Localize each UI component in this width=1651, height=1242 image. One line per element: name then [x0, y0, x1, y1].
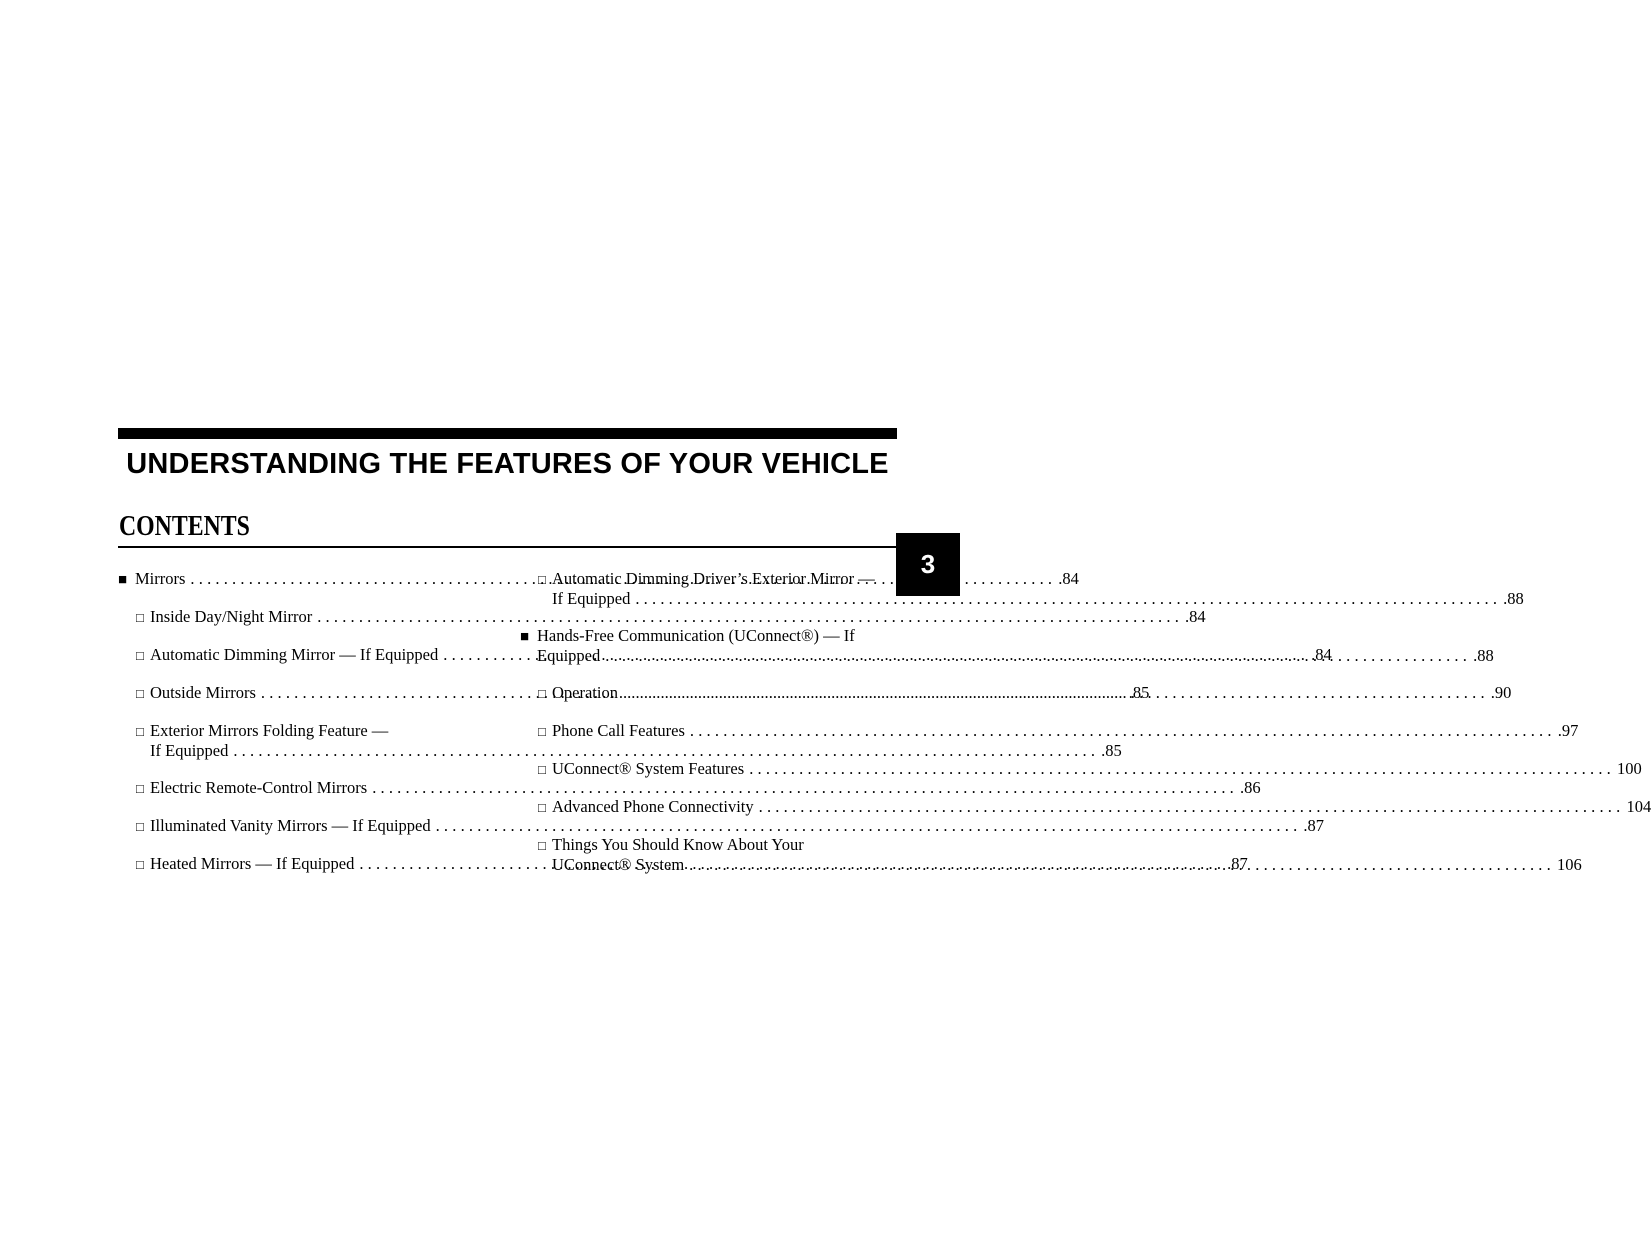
toc-entry-title: Automatic Dimming Driver’s Exterior Mirror —	[552, 569, 875, 588]
hollow-square-bullet-icon: □	[136, 819, 144, 834]
toc-entry-title: Outside Mirrors	[150, 683, 256, 702]
hollow-square-bullet-icon: □	[538, 686, 546, 701]
toc-page-number: 104	[1626, 797, 1651, 816]
dot-leader	[685, 721, 1556, 741]
toc-entry[interactable]	[118, 645, 1332, 666]
toc-entry-title: UConnect® System Features	[552, 759, 745, 778]
hollow-square-bullet-icon: □	[136, 857, 144, 872]
toc-entry-title: Phone Call Features	[552, 721, 685, 740]
toc-entry-title: Equipped	[537, 646, 601, 665]
toc-entry-title: Inside Day/Night Mirror	[150, 607, 313, 626]
toc-entry-title: Advanced Phone Connectivity	[552, 797, 754, 816]
chapter-top-rule	[118, 428, 897, 439]
filled-square-bullet-icon: ■	[118, 572, 128, 588]
toc-entry-title: Hands-Free Communication (UConnect®) — If	[537, 626, 855, 645]
toc-page-number: 100	[1617, 759, 1642, 778]
toc-page-number: .85	[1128, 683, 1150, 702]
toc-entry[interactable]	[118, 816, 1325, 837]
hollow-square-bullet-icon: □	[538, 724, 546, 739]
toc-entry-title: Exterior Mirrors Folding Feature —	[150, 721, 389, 740]
chapter-tab[interactable]: 3	[896, 533, 960, 596]
toc-page-number: .90	[1490, 683, 1512, 702]
toc-entry-title: Automatic Dimming Mirror — If Equipped	[150, 645, 439, 664]
toc-page-number: .87	[1227, 854, 1248, 873]
toc-page-number: .87	[1303, 816, 1325, 835]
toc-page-number: .84	[1311, 645, 1332, 664]
hollow-square-bullet-icon: □	[136, 610, 144, 625]
hollow-square-bullet-icon: □	[136, 686, 144, 701]
toc-entry-title: If Equipped	[150, 741, 229, 760]
toc-page-number: .85	[1101, 741, 1122, 760]
toc-entry[interactable]	[118, 778, 1261, 799]
toc-entry-title: Mirrors	[135, 569, 186, 588]
hollow-square-bullet-icon: □	[136, 648, 144, 663]
dot-leader	[754, 797, 1625, 817]
dot-leader	[684, 855, 1555, 875]
toc-entry-title: If Equipped	[552, 589, 631, 608]
toc-page-number: 106	[1556, 855, 1582, 874]
hollow-square-bullet-icon: □	[538, 572, 546, 587]
toc-page-number: .97	[1557, 721, 1579, 740]
toc-entry-title: Illuminated Vanity Mirrors — If Equipped	[150, 816, 431, 835]
contents-heading: CONTENTS	[119, 510, 250, 542]
toc-page-number: .86	[1240, 778, 1261, 797]
toc-entry[interactable]	[520, 759, 1642, 780]
hollow-square-bullet-icon: □	[538, 762, 546, 777]
toc-page-number: .84	[1058, 569, 1079, 588]
toc-entry[interactable]	[520, 797, 1651, 818]
hollow-square-bullet-icon: □	[136, 724, 144, 739]
contents-rule	[118, 546, 897, 548]
toc-page-number: .88	[1503, 589, 1524, 608]
chapter-title: UNDERSTANDING THE FEATURES OF YOUR VEHICLE	[126, 448, 889, 480]
toc-entry-title: Electric Remote-Control Mirrors	[150, 778, 368, 797]
toc-entry-title: Operation	[552, 683, 618, 702]
toc-entry[interactable]	[520, 721, 1579, 742]
dot-leader	[618, 683, 1489, 703]
hollow-square-bullet-icon: □	[136, 781, 144, 796]
toc-page-number: .88	[1473, 646, 1494, 665]
hollow-square-bullet-icon: □	[538, 838, 546, 853]
dot-leader	[744, 759, 1615, 779]
toc-entry-title: Heated Mirrors — If Equipped	[150, 854, 355, 873]
dot-leader	[600, 646, 1471, 666]
toc-entry[interactable]	[118, 607, 1206, 628]
toc-entry-title: UConnect® System	[552, 855, 685, 874]
filled-square-bullet-icon: ■	[520, 629, 530, 645]
toc-entry-title: Things You Should Know About Your	[552, 835, 804, 854]
hollow-square-bullet-icon: □	[538, 800, 546, 815]
toc-page-number: .84	[1185, 607, 1206, 626]
dot-leader	[630, 589, 1501, 609]
